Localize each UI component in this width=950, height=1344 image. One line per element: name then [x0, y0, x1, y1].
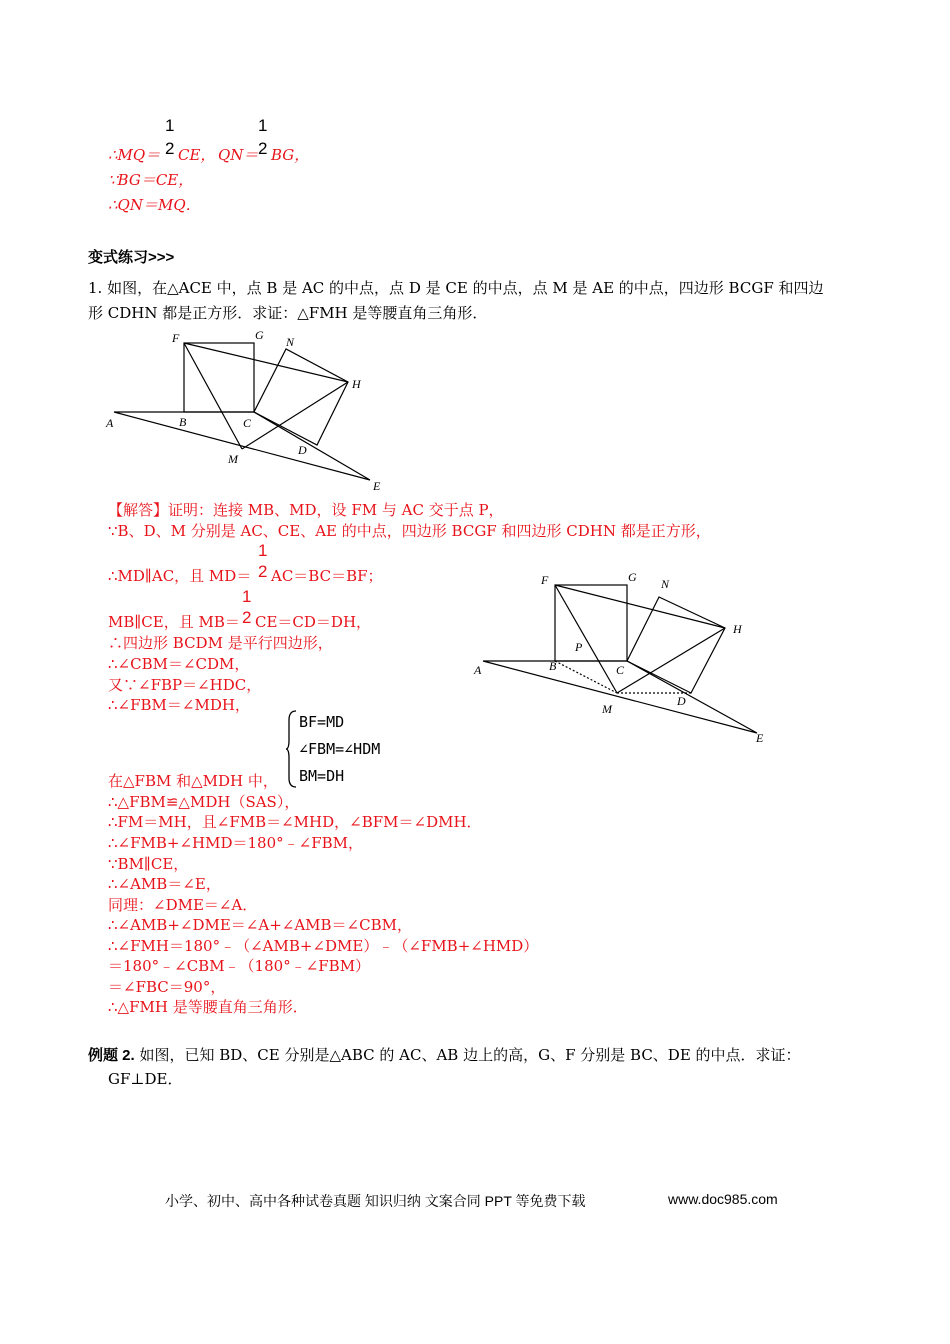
example-2-line-1 — [88, 1045, 801, 1066]
fraction-denominator: 2 — [258, 562, 268, 581]
label-H: H — [352, 377, 361, 391]
top-line-1-b: CE， — [178, 146, 216, 164]
label-C: C — [616, 663, 625, 677]
solution-line-18: ＝180°﹣∠CBM﹣（180°﹣∠FBM） — [108, 957, 371, 975]
example-2-text: 如图，已知 BD、CE 分别是△ABC 的 AC、AB 边上的高，G、F 分别是 BC、DE 的中点．求证： — [139, 1046, 801, 1064]
solution-line-14: ∴∠AMB＝∠E， — [108, 875, 221, 893]
fraction-denominator: 2 — [258, 139, 268, 158]
label-A: A — [474, 663, 482, 677]
problem-1-text-line-2: 形 CDHN 都是正方形．求证：△FMH 是等腰直角三角形． — [88, 304, 488, 322]
solution-line-4-b: CE＝CD＝DH， — [255, 613, 372, 631]
fraction-numerator: 1 — [258, 116, 268, 135]
solution-line-3-a: ∴MD∥AC，且 MD＝ — [108, 567, 252, 585]
solution-line-9: 在△FBM 和△MDH 中， — [108, 772, 278, 790]
triangle-ace — [114, 412, 370, 480]
label-M: M — [228, 452, 238, 466]
geometry-figure-2 — [465, 565, 775, 750]
top-line-3: ∴QN＝MQ． — [108, 196, 201, 214]
label-B: B — [179, 415, 187, 429]
solution-line-13: ∵BM∥CE， — [108, 855, 189, 873]
label-N: N — [661, 577, 670, 591]
square-bcgf — [184, 343, 254, 412]
segment-fm — [555, 585, 617, 693]
label-F: F — [172, 331, 180, 345]
label-E: E — [373, 479, 381, 493]
footer-text: 小学、初中、高中各种试卷真题 知识归纳 文案合同 PPT 等免费下载 — [165, 1193, 586, 1209]
fraction-numerator: 1 — [165, 116, 175, 135]
label-C: C — [243, 416, 252, 430]
solution-line-8: ∴∠FBM＝∠MDH， — [108, 696, 250, 714]
solution-line-12: ∴∠FMB+∠HMD＝180°﹣∠FBM， — [108, 834, 363, 852]
top-line-1-d: BG， — [271, 146, 310, 164]
geometry-figure-1 — [100, 325, 400, 495]
label-H: H — [733, 622, 742, 636]
label-G: G — [255, 328, 264, 342]
solution-line-11: ∴FM＝MH，且∠FMB＝∠MHD，∠BFM＝∠DMH． — [108, 813, 482, 831]
solution-line-3-b: AC＝BC＝BF； — [271, 567, 383, 585]
label-M: M — [602, 702, 612, 716]
footer-url[interactable]: www.doc985.com — [668, 1191, 778, 1207]
label-A: A — [106, 416, 114, 430]
top-line-2: ∵BG＝CE， — [108, 171, 194, 189]
solution-line-15: 同理：∠DME＝∠A． — [108, 896, 258, 914]
example-2-label: 例题 2. — [88, 1047, 135, 1064]
solution-tag: 【解答】 — [108, 501, 169, 519]
fraction-denominator: 2 — [242, 608, 252, 627]
brace-line-3: BM=DH — [299, 767, 345, 785]
label-P: P — [575, 640, 583, 654]
label-D: D — [677, 694, 686, 708]
label-E: E — [756, 731, 764, 745]
fraction-numerator: 1 — [242, 587, 252, 606]
label-B: B — [549, 659, 557, 673]
solution-line-6: ∴∠CBM＝∠CDM， — [108, 655, 250, 673]
brace-line-1: BF=MD — [299, 713, 345, 731]
solution-line-19: ＝∠FBC＝90°， — [108, 978, 226, 996]
top-line-1-c: QN＝ — [218, 146, 259, 164]
solution-line-2: ∵B、D、M 分别是 AC、CE、AE 的中点，四边形 BCGF 和四边形 CDHN 都是正方形， — [108, 522, 711, 540]
solution-line-4-a: MB∥CE，且 MB＝ — [108, 613, 240, 631]
section-heading: 变式练习>>> — [88, 249, 175, 266]
solution-line-17: ∴∠FMH＝180°﹣（∠AMB+∠DME）﹣（∠FMB+∠HMD） — [108, 937, 539, 955]
left-brace-icon — [285, 710, 297, 788]
top-line-1-a: ∴MQ＝ — [108, 146, 161, 164]
solution-line-16: ∴∠AMB+∠DME＝∠A+∠AMB＝∠CBM， — [108, 916, 412, 934]
label-F: F — [541, 573, 549, 587]
solution-line-7: 又∵∠FBP＝∠HDC， — [108, 676, 262, 694]
label-G: G — [628, 570, 637, 584]
segment-fh — [184, 343, 348, 382]
label-N: N — [286, 335, 295, 349]
solution-line-1-text: 证明：连接 MB、MD，设 FM 与 AC 交于点 P， — [168, 501, 504, 519]
solution-line-10: ∴△FBM≌△MDH（SAS）， — [108, 793, 300, 811]
fraction-denominator: 2 — [165, 139, 175, 158]
fraction-numerator: 1 — [258, 541, 268, 560]
brace-line-2: ∠FBM=∠HDM — [299, 740, 381, 758]
problem-1-text-line-1: 1. 如图，在△ACE 中，点 B 是 AC 的中点，点 D 是 CE 的中点，点 M 是 AE 的中点，四边形 BCGF 和四边 — [88, 279, 824, 297]
solution-line-1 — [108, 500, 504, 520]
solution-line-20: ∴△FMH 是等腰直角三角形． — [108, 998, 308, 1016]
example-2-line-2: GF⊥DE． — [108, 1070, 183, 1088]
segment-fh — [555, 585, 725, 628]
solution-line-5: ∴四边形 BCDM 是平行四边形， — [108, 634, 333, 652]
label-D: D — [298, 443, 307, 457]
square-bcgf — [555, 585, 627, 661]
